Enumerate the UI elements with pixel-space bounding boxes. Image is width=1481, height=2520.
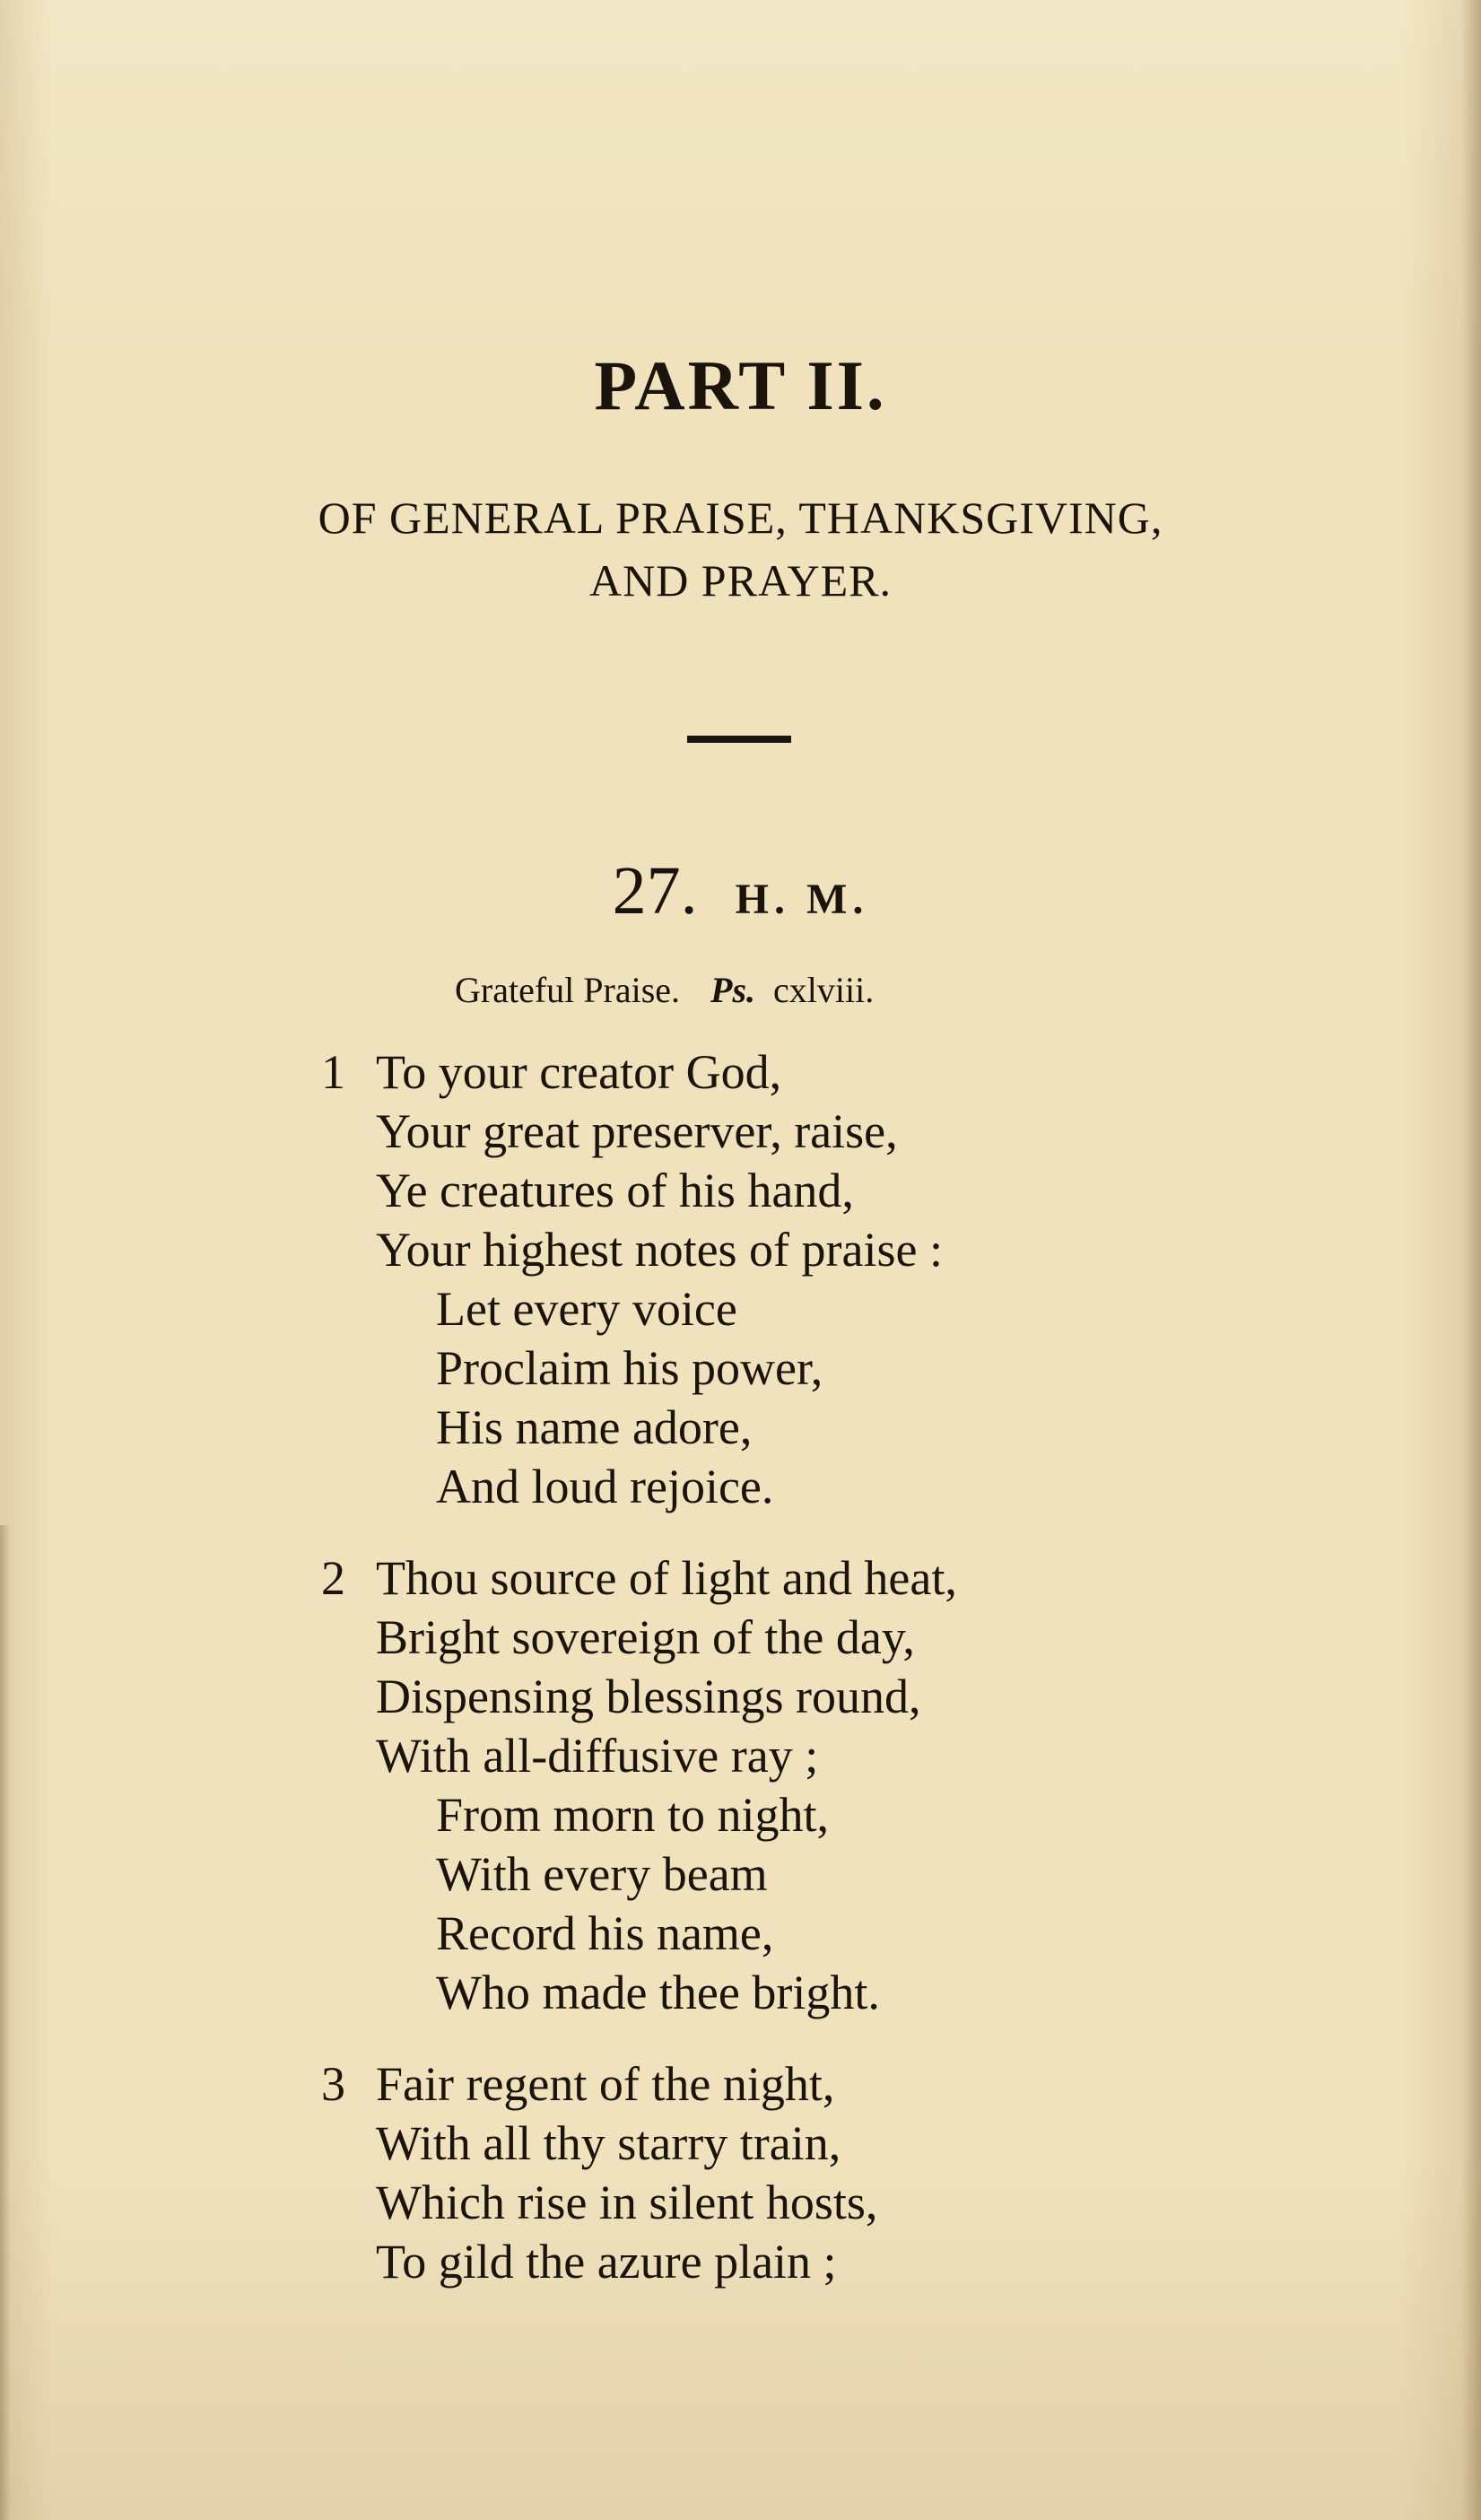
section-subtitle-line-2: AND PRAYER. [588,555,892,606]
verse-line: Dispensing blessings round, [376,1670,921,1723]
verse-number: 3 [321,2057,345,2111]
verse-line: Proclaim his power, [436,1341,823,1395]
hymn-subject [455,969,874,1011]
horizontal-rule [687,736,791,743]
verse-line: With all thy starry train, [376,2116,841,2170]
verse-number: 1 [321,1045,345,1099]
verse-line: And loud rejoice. [436,1460,774,1513]
verse-line: His name adore, [436,1400,753,1454]
verse-line: To your creator God, [376,1045,782,1099]
verse-line: Your highest notes of praise : [376,1223,943,1277]
verse-line: Thou source of light and heat, [376,1551,957,1605]
verse-line: To gild the azure plain ; [376,2235,837,2289]
scripture-number: cxlviii. [773,970,875,1010]
verse-line: Which rise in silent hosts, [376,2176,878,2229]
verse-line: Ye creatures of his hand, [376,1164,854,1217]
verse-line: Who made thee bright. [436,1966,880,2019]
verse-line: With every beam [436,1847,768,1901]
part-title: PART II. [594,346,887,424]
page-edge-shadow-left [0,1525,11,2520]
verse-line: Bright sovereign of the day, [376,1610,915,1664]
verse-line: Let every voice [436,1282,737,1336]
verse-line: Fair regent of the night, [376,2057,835,2111]
hymn-number: 27. [612,853,698,929]
verse-number: 2 [321,1551,345,1605]
hymn-heading [0,852,1481,930]
verse-line: Your great preserver, raise, [376,1104,898,1158]
scripture-book: Ps. [710,970,756,1010]
verse-line: From morn to night, [436,1788,830,1842]
hymn-meter: H. M. [735,876,869,923]
verse-line: With all-diffusive ray ; [376,1729,819,1783]
section-subtitle-line-1: OF GENERAL PRAISE, THANKSGIVING, [318,493,1163,543]
hymn-subject-title: Grateful Praise. [455,970,681,1010]
verse-line: Record his name, [436,1906,774,1960]
